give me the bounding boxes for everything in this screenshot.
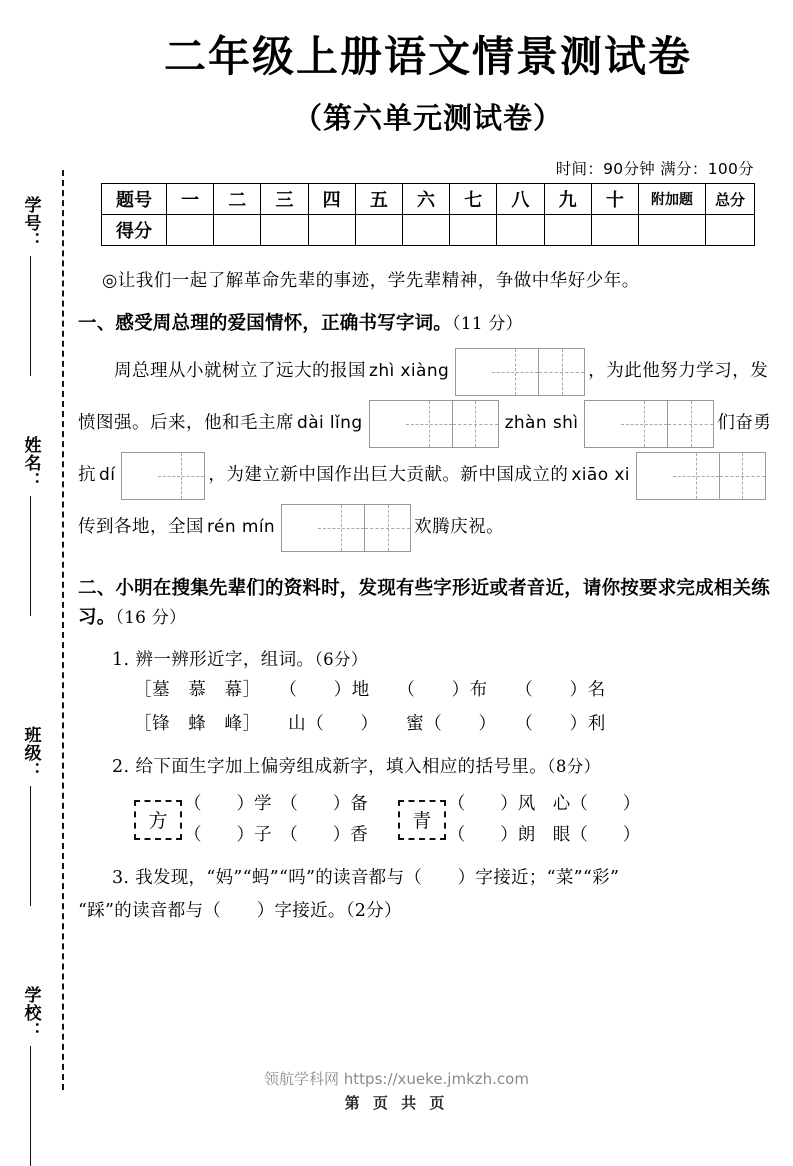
s1-pinyin-zhanshi: zhàn shì — [504, 413, 579, 434]
q2-1-items-1[interactable]: （ ）地 （ ）布 （ ）名 — [288, 680, 606, 701]
score-col-1: 一 — [167, 184, 214, 215]
radical-blank-line[interactable]: （ ）子 （ ）香 — [184, 824, 368, 845]
score-table-row-label: 得分 — [102, 215, 167, 246]
s1-pinyin-zhixiang: zhì xiàng — [369, 361, 450, 382]
tianzige-cell[interactable] — [673, 453, 719, 499]
s1-pinyin-xiaoxi: xiāo xi — [571, 465, 630, 486]
section-2-heading — [78, 575, 778, 632]
question-2-3-line-1[interactable]: 3. 我发现，“妈”“蚂”“吗”的读音都与（ ）字接近；“菜”“彩” — [112, 868, 620, 889]
margin-field-label: 姓名： — [20, 436, 41, 490]
score-col-extra: 附加题 — [639, 184, 706, 215]
score-cell-8[interactable] — [497, 215, 544, 246]
s1-line1-text-b: ，为此他努 — [588, 361, 679, 382]
s1-line2-text-a: 力学习，发愤图强。后来，他和毛主席 — [78, 361, 769, 434]
q2-1-row-2 — [134, 708, 778, 741]
tianzige-xiaoxi[interactable] — [636, 452, 766, 500]
margin-field-label: 学校： — [20, 986, 41, 1040]
tianzige-cell[interactable] — [318, 505, 364, 551]
q2-3-points: （2分） — [345, 900, 402, 921]
section-1-heading — [78, 310, 778, 339]
q2-1-text: 1. 辨一辨形近字，组词。 — [112, 650, 315, 671]
tianzige-cell[interactable] — [452, 401, 498, 447]
s1-line4-text-b: 传到各地，全国 — [78, 517, 204, 538]
score-col-5: 五 — [355, 184, 402, 215]
margin-field-label: 学号： — [20, 196, 41, 250]
q2-1-row-1 — [134, 674, 778, 707]
score-col-4: 四 — [308, 184, 355, 215]
score-col-2: 二 — [214, 184, 261, 215]
score-cell-total[interactable] — [706, 215, 755, 246]
page-number-footer: 第 页 共 页 — [344, 1094, 449, 1112]
score-table-row-label: 题号 — [102, 184, 167, 215]
section-2-title: 二、小明在搜集先辈们的资料时，发现有些字形近或者音近，请你按要求完成相关练习。 — [78, 578, 770, 628]
score-cell-10[interactable] — [591, 215, 638, 246]
s1-line1-text-a: 周总理从小就树立了远大的报国 — [114, 361, 366, 382]
q2-1-items-2[interactable]: 山（ ） 蜜（ ） （ ）利 — [288, 713, 606, 734]
margin-field-label: 班级： — [20, 726, 41, 780]
radical-blank-line[interactable]: （ ）学 （ ）备 — [184, 793, 368, 814]
s1-line4-text-a: 立的 — [532, 465, 569, 486]
write-line — [30, 786, 31, 906]
tianzige-di[interactable] — [121, 452, 205, 500]
tianzige-cell[interactable] — [406, 401, 452, 447]
tianzige-zhixiang[interactable] — [455, 348, 585, 396]
page-title: 二年级上册语文情景测试卷 — [163, 32, 692, 81]
score-cell-9[interactable] — [544, 215, 591, 246]
s1-line4-text-c: 欢腾庆祝。 — [414, 517, 505, 538]
s1-line3-text-a: 们奋勇抗 — [78, 413, 772, 486]
section-1-points: （11 分） — [452, 314, 523, 335]
score-cell-extra[interactable] — [639, 215, 706, 246]
radical-group-qing — [398, 789, 641, 850]
score-table — [101, 183, 755, 246]
table-row-header — [102, 184, 755, 215]
margin-field-name — [8, 436, 52, 616]
site-watermark: 领航学科网 https://xueke.jmkzh.com — [264, 1070, 529, 1088]
write-line — [30, 496, 31, 616]
radical-blanks-fang[interactable] — [184, 789, 368, 850]
q2-2-text: 2. 给下面生字加上偏旁组成新字，填入相应的括号里。 — [112, 756, 548, 777]
tianzige-cell[interactable] — [621, 401, 667, 447]
table-row-scores — [102, 215, 755, 246]
radical-char-box-qing: 青 — [398, 800, 446, 840]
question-2-1 — [78, 646, 778, 674]
q2-1-bracket-2: ［锋 蜂 峰］ — [134, 713, 252, 734]
tianzige-cell[interactable] — [538, 349, 584, 395]
score-cell-1[interactable] — [167, 215, 214, 246]
question-2-3-line-2[interactable] — [78, 895, 778, 927]
score-col-6: 六 — [402, 184, 449, 215]
q2-2-answer-area — [134, 789, 778, 850]
score-col-3: 三 — [261, 184, 308, 215]
exam-page — [78, 0, 778, 1122]
binding-margin — [0, 0, 78, 1122]
score-cell-7[interactable] — [450, 215, 497, 246]
page-subtitle: （第六单元测试卷） — [292, 101, 563, 136]
s1-line3-text-b: ，为建立新中国作出巨大贡献。新中国成 — [208, 465, 533, 486]
q2-2-points: （8分） — [547, 756, 601, 776]
score-col-9: 九 — [544, 184, 591, 215]
margin-field-student-id — [8, 196, 52, 376]
question-2-2 — [78, 753, 778, 781]
score-col-total: 总分 — [706, 184, 755, 215]
tianzige-cell[interactable] — [719, 453, 765, 499]
section-1-body — [78, 345, 778, 553]
s1-pinyin-dailing: dài lǐng — [297, 413, 363, 434]
radical-char-box-fang: 方 — [134, 800, 182, 840]
score-cell-4[interactable] — [308, 215, 355, 246]
s1-pinyin-renmin: rén mín — [207, 517, 276, 538]
tianzige-cell[interactable] — [492, 349, 538, 395]
score-col-10: 十 — [591, 184, 638, 215]
tianzige-dailing[interactable] — [369, 400, 499, 448]
tianzige-cell[interactable] — [364, 505, 410, 551]
tianzige-zhanshi[interactable] — [584, 400, 714, 448]
score-cell-5[interactable] — [355, 215, 402, 246]
radical-group-fang — [134, 789, 368, 850]
tianzige-cell[interactable] — [667, 401, 713, 447]
tianzige-renmin[interactable] — [281, 504, 411, 552]
score-cell-3[interactable] — [261, 215, 308, 246]
tianzige-cell[interactable] — [158, 453, 204, 499]
write-line — [30, 256, 31, 376]
section-1-title: 一、感受周总理的爱国情怀，正确书写字词。 — [78, 313, 453, 335]
score-col-8: 八 — [497, 184, 544, 215]
score-cell-6[interactable] — [402, 215, 449, 246]
score-col-7: 七 — [450, 184, 497, 215]
s1-pinyin-di: dí — [99, 465, 116, 486]
radical-blank-line[interactable]: （ ）风 心（ ） — [447, 793, 641, 814]
q2-1-points: （6分） — [314, 650, 368, 670]
radical-blanks-qing[interactable] — [448, 789, 641, 850]
exam-meta: 时间：90分钟 满分：100分 — [555, 160, 754, 179]
score-cell-2[interactable] — [214, 215, 261, 246]
q2-1-bracket-1: ［墓 慕 幕］ — [134, 680, 252, 701]
q2-3-line2-text[interactable]: “踩”的读音都与（ ）字接近。 — [78, 900, 346, 921]
section-2-points: （16 分） — [115, 607, 187, 628]
fold-dashed-line — [62, 170, 64, 1090]
intro-text: ◎让我们一起了解革命先辈的事迹，学先辈精神，争做中华好少年。 — [102, 271, 640, 292]
margin-field-class — [8, 726, 52, 906]
radical-blank-line[interactable]: （ ）朗 眼（ ） — [447, 824, 641, 845]
